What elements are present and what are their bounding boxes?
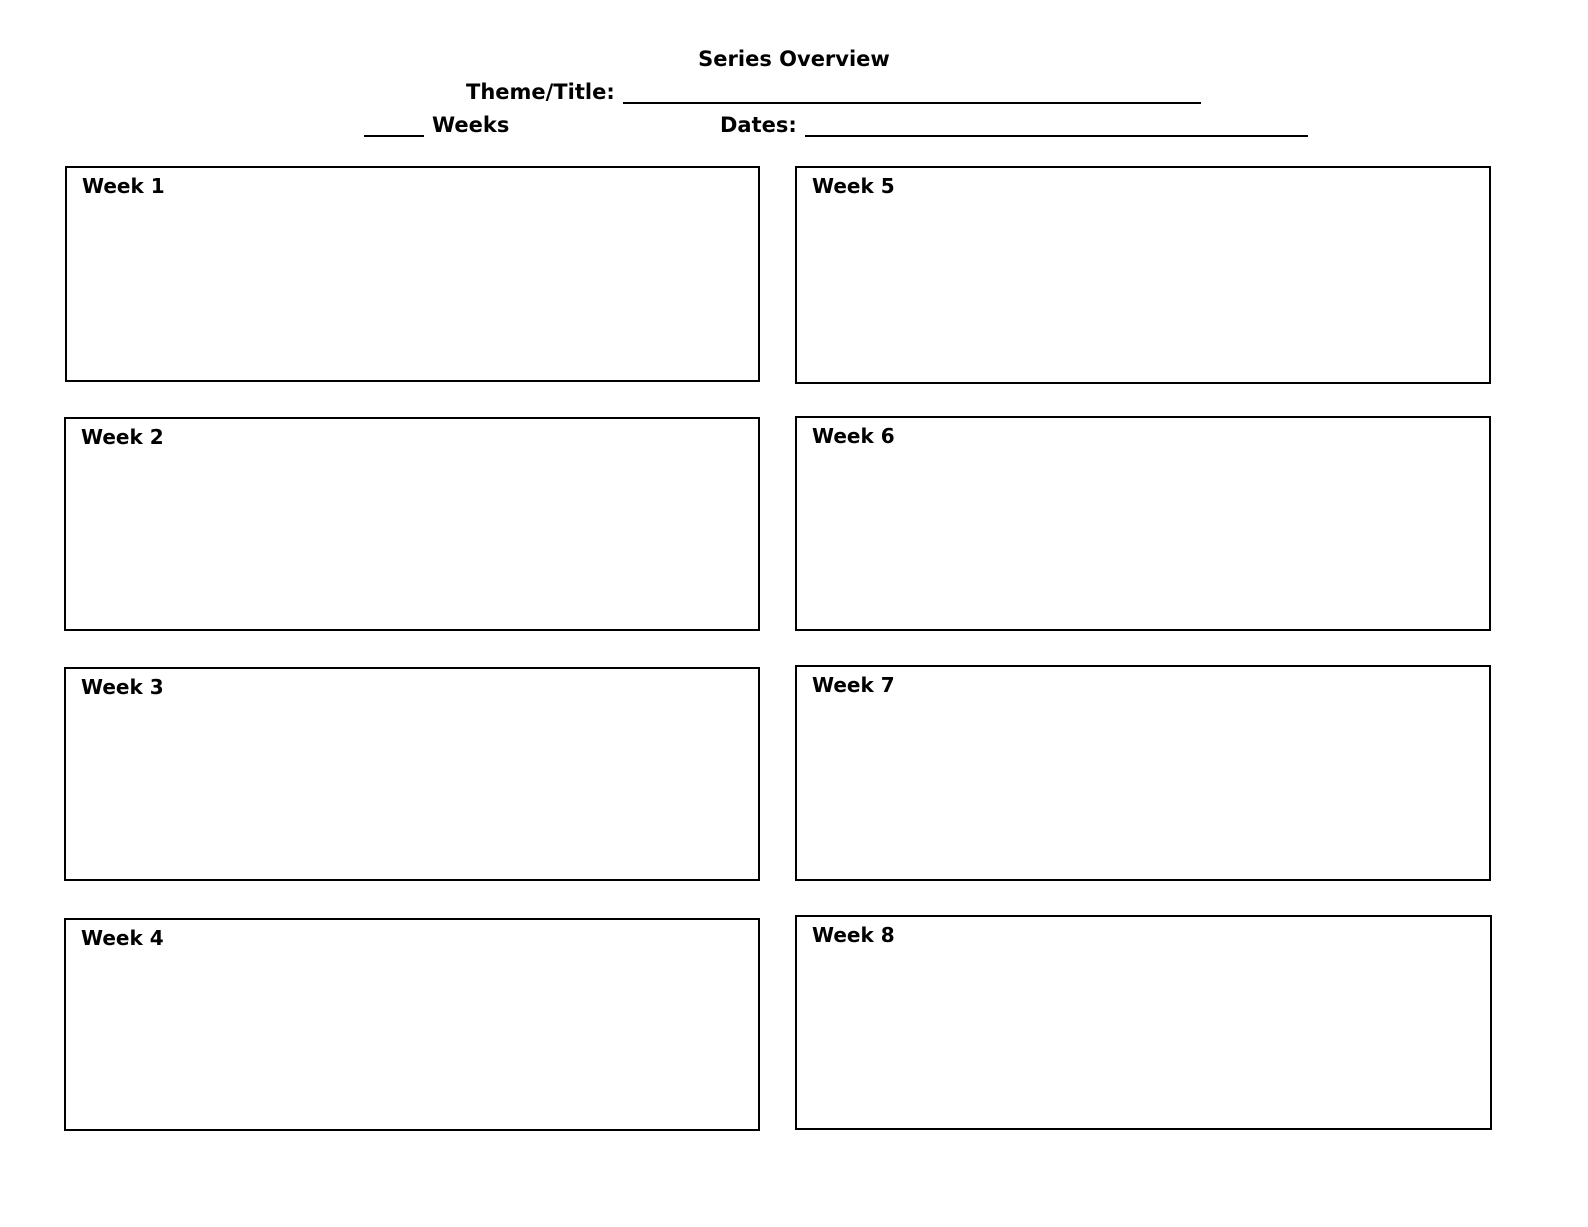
- weeks-count-row: [364, 113, 509, 137]
- theme-title-blank[interactable]: [623, 82, 1201, 104]
- theme-title-label: Theme/Title:: [466, 80, 615, 104]
- week-4-label: Week 4: [81, 926, 164, 950]
- page-title: Series Overview: [698, 47, 890, 71]
- week-1-label: Week 1: [82, 174, 165, 198]
- weeks-label: Weeks: [432, 113, 510, 137]
- week-8-label: Week 8: [812, 923, 895, 947]
- week-3-label: Week 3: [81, 675, 164, 699]
- week-6-box[interactable]: [795, 416, 1491, 631]
- week-5-label: Week 5: [812, 174, 895, 198]
- week-6-label: Week 6: [812, 424, 895, 448]
- week-7-box[interactable]: [795, 665, 1491, 881]
- week-5-box[interactable]: [795, 166, 1491, 384]
- week-2-box[interactable]: [64, 417, 760, 631]
- week-8-box[interactable]: [795, 915, 1492, 1130]
- weeks-count-blank[interactable]: [364, 115, 424, 137]
- week-1-box[interactable]: [65, 166, 760, 382]
- dates-blank[interactable]: [805, 115, 1308, 137]
- week-7-label: Week 7: [812, 673, 895, 697]
- week-3-box[interactable]: [64, 667, 760, 881]
- dates-label: Dates:: [720, 113, 797, 137]
- dates-row: [720, 113, 1308, 137]
- week-4-box[interactable]: [64, 918, 760, 1131]
- theme-title-row: [466, 80, 1201, 104]
- week-2-label: Week 2: [81, 425, 164, 449]
